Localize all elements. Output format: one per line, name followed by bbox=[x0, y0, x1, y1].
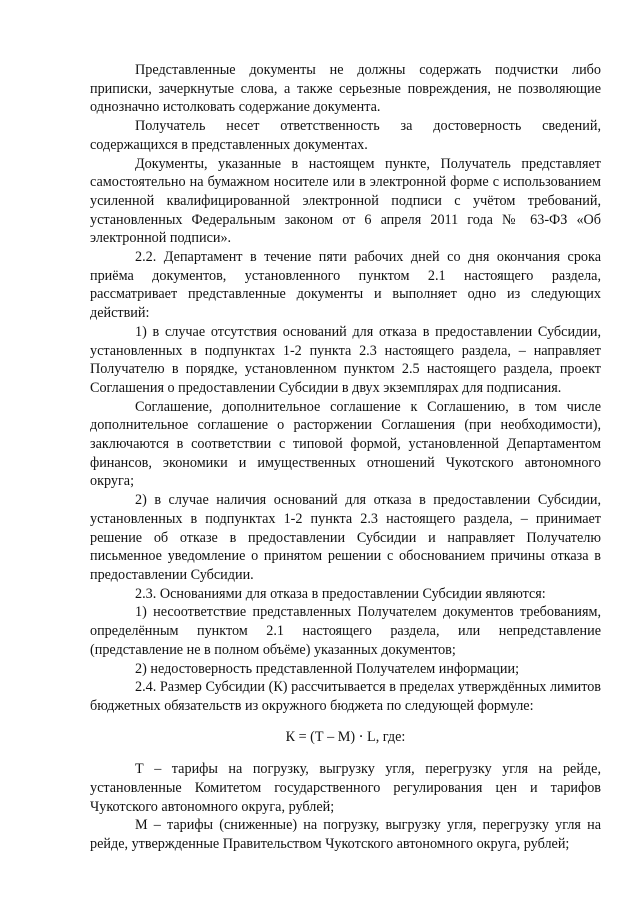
paragraph-submission-form: Документы, указанные в настоящем пункте, Получатель представляет самостоятельно на бумажном носителе или в электронной форме с использованием усиленной квалифицированной электронной подписи с учётом требований, установленных Федеральным законом от 6 апреля 2011 года № 63-ФЗ «Об электронной подписи». bbox=[90, 155, 601, 247]
subsidy-formula: К = (Т – М) ⋅ L, где: bbox=[285, 728, 406, 745]
paragraph-2-4: 2.4. Размер Субсидии (К) рассчитывается в пределах утверждённых лимитов бюджетных обязательств из окружного бюджета по следующей формуле: bbox=[90, 679, 601, 714]
definition-m: М – тарифы (сниженные) на погрузку, выгрузку угля, перегрузку угля на рейде, утвержденные Правительством Чукотского автономного округа, рублей; bbox=[90, 817, 601, 853]
paragraph-2-2-item-1: 1) в случае отсутствия оснований для отказа в предоставлении Субсидии, установленных в подпунктах 1-2 пункта 2.3 настоящего раздела, – направляет Получателю в порядке, установленном пунктом 2.5 настоящего раздела, проект Соглашения о предоставлении Субсидии в двух экземплярах для подписания. bbox=[90, 323, 601, 396]
paragraph-2-3-item-2: 2) недостоверность представленной Получателем информации; bbox=[135, 660, 520, 677]
paragraph-2-3-item-1: 1) несоответствие представленных Получателем документов требованиям, определённым пунктом 2.1 настоящего раздела, или непредставление (представление не в полном объёме) указанных документов; bbox=[90, 604, 601, 658]
paragraph-agreement: Соглашение, дополнительное соглашение к Соглашению, в том числе дополнительное соглашение о расторжении Соглашения (при необходимости), заключаются в соответствии с типовой формой, установленной Департаментом финансов, экономики и имущественных отношений Чукотского автономного округа; bbox=[90, 398, 601, 490]
document-page bbox=[90, 61, 601, 854]
paragraph-recipient-responsibility: Получатель несет ответственность за достоверность сведений, содержащихся в представленных документах. bbox=[90, 118, 601, 153]
paragraph-2-2-item-2: 2) в случае наличия оснований для отказа в предоставлении Субсидии, установленных в подпунктах 1-2 пункта 2.3 настоящего раздела, – принимает решение об отказе в предоставлении Субсидии и направляет Получателю письменное уведомление о принятом решении с обоснованием причины отказа в предоставлении Субсидии. bbox=[90, 492, 601, 583]
paragraph-2-3: 2.3. Основаниями для отказа в предоставлении Субсидии являются: bbox=[135, 585, 546, 602]
definition-t: Т – тарифы на погрузку, выгрузку угля, перегрузку угля на рейде, установленные Комитетом государственного регулирования цен и тарифов Чукотского автономного округа, рублей; bbox=[90, 761, 601, 815]
paragraph-2-2: 2.2. Департамент в течение пяти рабочих дней со дня окончания срока приёма документов, установленного пунктом 2.1 настоящего раздела, рассматривает представленные документы и выполняет одно из следующих действий: bbox=[90, 249, 601, 322]
paragraph-documents-requirements: Представленные документы не должны содержать подчистки либо приписки, зачеркнутые слова, а также серьезные повреждения, не позволяющие однозначно истолковать содержание документа. bbox=[90, 62, 601, 116]
